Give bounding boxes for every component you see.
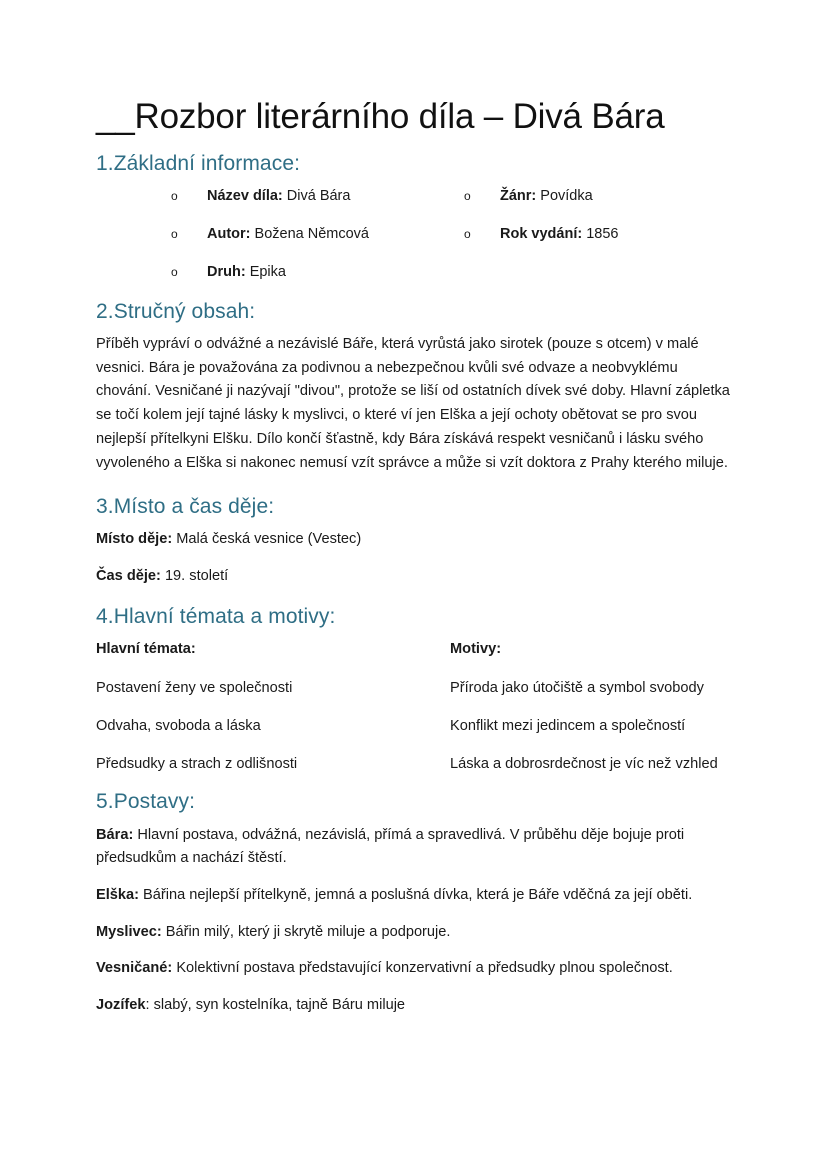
character-name: Elška:	[96, 886, 139, 903]
list-item-label: Rok vydání:	[500, 225, 583, 242]
page-title: __Rozbor literárního díla – Divá Bára	[96, 97, 665, 136]
list-item-label: Autor:	[207, 225, 251, 242]
section-heading-summary: 2.Stručný obsah:	[96, 299, 256, 323]
setting-place-label: Místo děje:	[96, 530, 173, 547]
list-item	[464, 224, 732, 245]
motif-cell: Konflikt mezi jedincem a společností	[450, 718, 686, 735]
setting-time-label: Čas děje:	[96, 568, 161, 585]
character-name: Vesničané:	[96, 960, 173, 977]
motif-cell: Příroda jako útočiště a symbol svobody	[450, 679, 704, 696]
circle-hollow-marker-icon: o	[171, 188, 178, 203]
basic-info-right-column	[414, 186, 732, 283]
section-basic-info	[96, 151, 732, 282]
section-heading-themes: 4.Hlavní témata a motivy:	[96, 605, 336, 629]
section-summary	[96, 299, 732, 476]
character-description: Bářin milý, který ji skrytě miluje a podporuje.	[161, 923, 451, 940]
character-name: Myslivec:	[96, 923, 162, 940]
list-item-label: Žánr:	[500, 187, 537, 204]
character-name: Bára:	[96, 826, 134, 843]
list-item-value: Povídka	[536, 187, 593, 204]
section-characters	[96, 789, 732, 1017]
setting-place-line	[96, 528, 732, 551]
character-description: Hlavní postava, odvážná, nezávislá, přímá a spravedlivá. V průběhu děje bojuje proti předsudkům a nachází štěstí.	[96, 826, 685, 867]
summary-paragraph: Příběh vypráví o odvážné a nezávislé Báře, která vyrůstá jako sirotek (pouze s otcem) v malé vesnici. Bára je považována za podivnou a nebezpečnou kvůli své odvaze a neobvyklému chování. Vesničané ji nazývají "divou", protože se liší od ostatních dívek své doby. Hlavní zápletka se točí kolem její tajné lásky k myslivci, o které ví jen Elška a její ochoty obětovat se pro svou nejlepší přítelkyni Elšku. Dílo končí šťastně, kdy Bára získává respekt vesničanů i lásku svého vyvoleného a Elška si nakonec nemusí vzít správce a může si vzít doktora z Prahy kterého miluje.	[96, 335, 730, 471]
list-item	[464, 186, 732, 207]
list-item	[171, 224, 414, 245]
list-item-value: Božena Němcová	[250, 225, 369, 242]
section-setting	[96, 494, 732, 589]
theme-cell: Předsudky a strach z odlišnosti	[96, 756, 298, 773]
character-description: : slabý, syn kostelníka, tajně Báru miluje	[145, 996, 406, 1013]
character-entry	[96, 884, 732, 908]
setting-time-value: 19. století	[160, 568, 229, 585]
character-entry	[96, 921, 732, 945]
themes-column-header: Hlavní témata:	[96, 640, 196, 657]
circle-hollow-marker-icon: o	[464, 188, 471, 203]
list-item-value: Divá Bára	[282, 187, 351, 204]
basic-info-left-column	[96, 186, 414, 283]
circle-hollow-marker-icon: o	[464, 226, 471, 241]
list-item-value: Epika	[245, 263, 286, 280]
basic-info-columns	[96, 186, 732, 283]
table-row	[96, 754, 732, 775]
character-entry	[96, 994, 732, 1018]
character-entry	[96, 957, 732, 981]
themes-table	[96, 639, 732, 776]
circle-hollow-marker-icon: o	[171, 226, 178, 241]
section-heading-setting: 3.Místo a čas děje:	[96, 494, 275, 518]
character-description: Bářina nejlepší přítelkyně, jemná a poslušná dívka, která je Báře vděčná za její oběti.	[139, 886, 693, 903]
list-item	[171, 186, 414, 207]
character-description: Kolektivní postava představující konzervativní a předsudky plnou společnost.	[172, 960, 673, 977]
table-row	[96, 716, 732, 754]
list-item-value: 1856	[582, 225, 619, 242]
list-item-label: Název díla:	[207, 187, 283, 204]
character-entry	[96, 824, 732, 871]
setting-time-line	[96, 565, 732, 588]
table-header-row	[96, 639, 732, 678]
theme-cell: Postavení ženy ve společnosti	[96, 679, 293, 696]
list-item	[171, 262, 414, 283]
list-item-label: Druh:	[207, 263, 246, 280]
motifs-column-header: Motivy:	[450, 640, 502, 657]
table-row	[96, 678, 732, 716]
theme-cell: Odvaha, svoboda a láska	[96, 718, 261, 735]
circle-hollow-marker-icon: o	[171, 264, 178, 279]
setting-place-value: Malá česká vesnice (Vestec)	[172, 530, 362, 547]
character-name: Jozífek	[96, 996, 146, 1013]
section-heading-basic-info: 1.Základní informace:	[96, 152, 301, 176]
motif-cell: Láska a dobrosrdečnost je víc než vzhled	[450, 756, 718, 773]
section-heading-characters: 5.Postavy:	[96, 790, 196, 814]
section-themes	[96, 604, 732, 775]
